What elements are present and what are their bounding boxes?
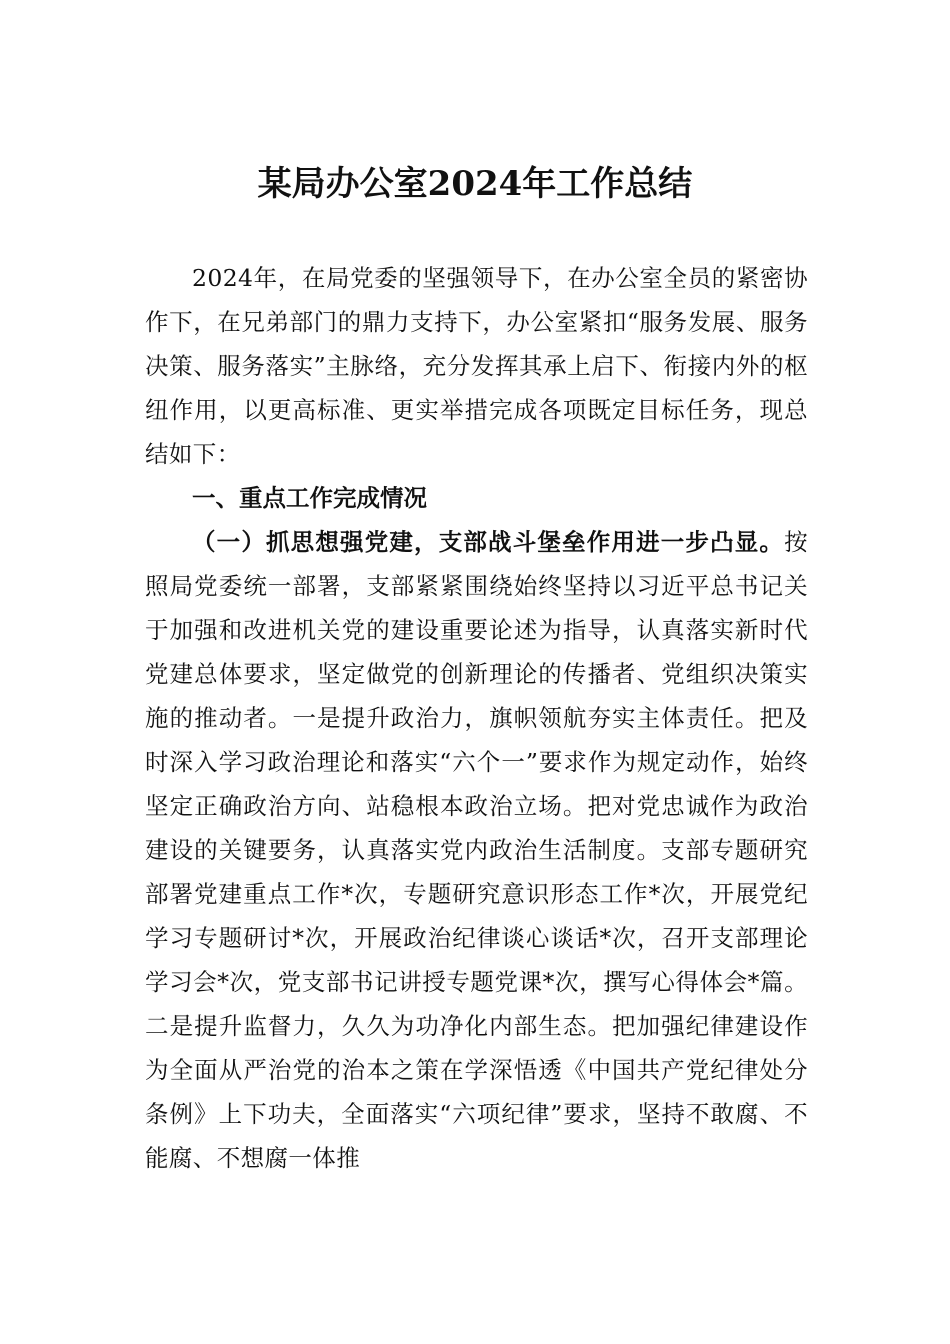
subsection-paragraph-1: [145, 520, 808, 1180]
section-heading-1: 一、重点工作完成情况: [192, 484, 427, 512]
subsection-body-1: 按照局党委统一部署，支部紧紧围绕始终坚持以习近平总书记关于加强和改进机关党的建设重要论述为指导，认真落实新时代党建总体要求，坚定做党的创新理论的传播者、党组织决策实施的推动者。一是提升政治力，旗帜领航夯实主体责任。把及时深入学习政治理论和落实“六个一”要求作为规定动作，始终坚定正确政治方向、站稳根本政治立场。把对党忠诚作为政治建设的关键要务，认真落实党内政治生活制度。支部专题研究部署党建重点工作*次，专题研究意识形态工作*次，开展党纪学习专题研讨*次，开展政治纪律谈心谈话*次，召开支部理论学习会*次，党支部书记讲授专题党课*次，撰写心得体会*篇。二是提升监督力，久久为功净化内部生态。把加强纪律建设作为全面从严治党的治本之策在学深悟透《中国共产党纪律处分条例》上下功夫，全面落实“六项纪律”要求，坚持不敢腐、不能腐、不想腐一体推: [145, 528, 808, 1172]
document-body: [145, 256, 808, 1180]
intro-paragraph: 2024年，在局党委的坚强领导下，在办公室全员的紧密协作下，在兄弟部门的鼎力支持下，办公室紧扣“服务发展、服务决策、服务落实”主脉络，充分发挥其承上启下、衔接内外的枢纽作用，以更高标准、更实举措完成各项既定目标任务，现总结如下：: [145, 264, 808, 468]
document-title: 某局办公室2024年工作总结: [257, 164, 693, 204]
subsection-title-1: （一）抓思想强党建，支部战斗堡垒作用进一步凸显。: [192, 528, 785, 556]
